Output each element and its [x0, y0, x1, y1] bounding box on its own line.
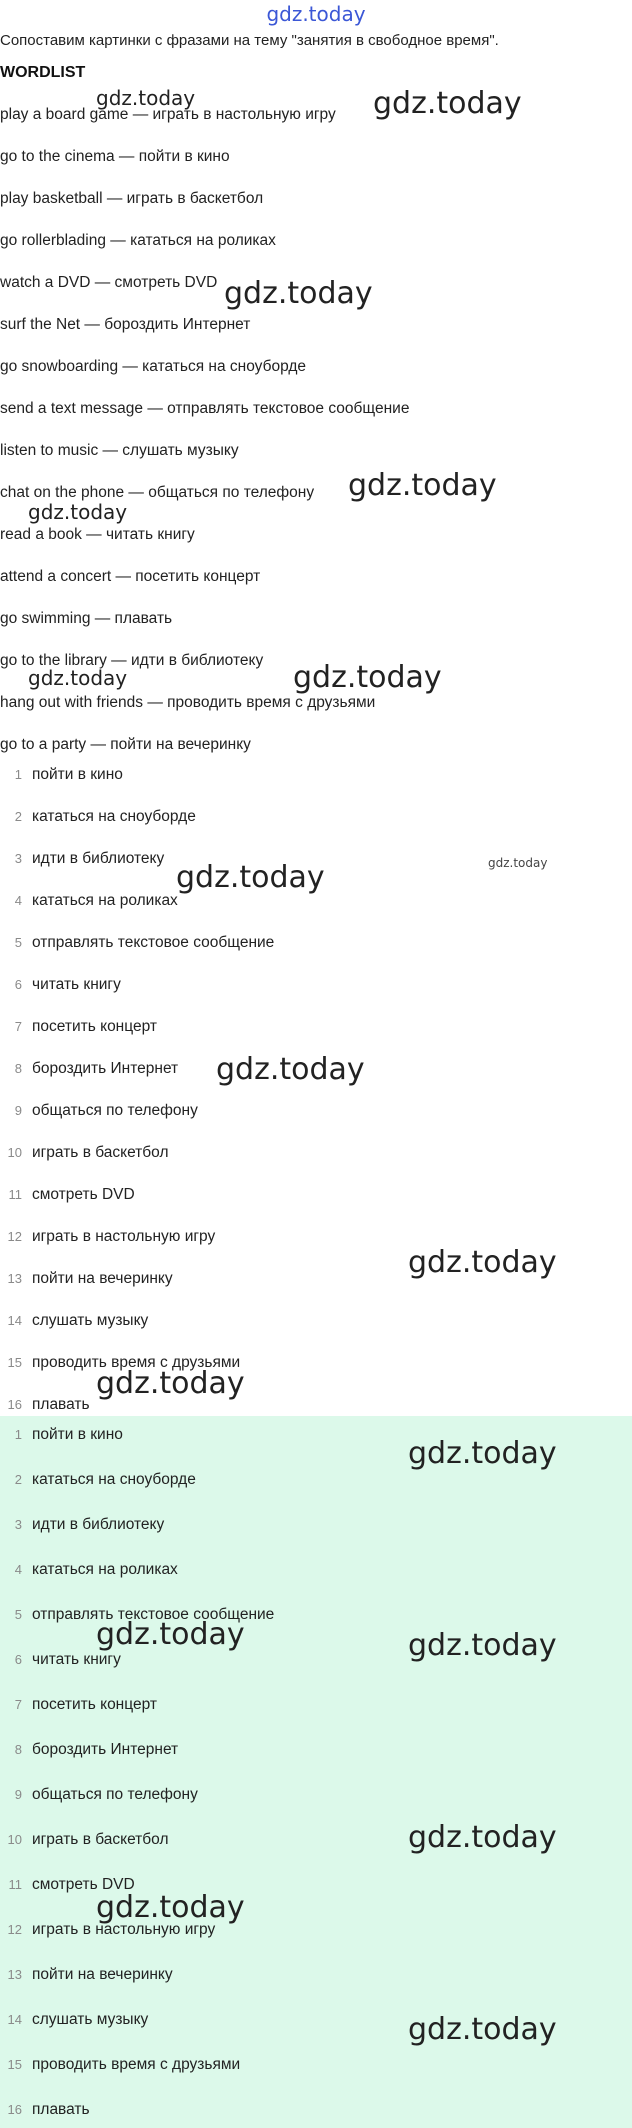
answer-text: играть в баскетбол	[32, 1831, 169, 1848]
answer-number: 10	[7, 1145, 22, 1160]
answer-text: играть в баскетбол	[32, 1144, 169, 1161]
answer-number: 16	[7, 2102, 22, 2117]
answer-item	[0, 850, 632, 868]
answer-number: 1	[14, 767, 22, 782]
wordlist-item: play a board game — играть в настольную игру	[0, 106, 336, 123]
answer-text: бороздить Интернет	[32, 1060, 179, 1077]
watermark: gdz.today	[408, 1820, 557, 1855]
answer-number: 1	[14, 1427, 22, 1442]
answer-item	[0, 1354, 632, 1372]
answer-number: 11	[8, 1877, 22, 1892]
answer-number: 4	[14, 1562, 22, 1577]
answer-number: 13	[7, 1271, 22, 1286]
wordlist-item: listen to music — слушать музыку	[0, 442, 239, 459]
answer-item	[0, 1396, 632, 1414]
answer-text: играть в настольную игру	[32, 1921, 216, 1938]
answer-item-highlighted	[0, 1786, 632, 1804]
answer-number: 6	[14, 977, 22, 992]
answer-item	[0, 1144, 632, 1162]
site-logo[interactable]: gdz.today	[266, 2, 366, 26]
answer-text: общаться по телефону	[32, 1102, 198, 1119]
answer-item-highlighted	[0, 2056, 632, 2074]
answer-text: пойти в кино	[32, 1426, 123, 1443]
answer-number: 12	[7, 1229, 22, 1244]
watermark: gdz.today	[348, 468, 497, 503]
answer-text: играть в настольную игру	[32, 1228, 216, 1245]
answer-number: 11	[8, 1187, 22, 1202]
task-instruction: Сопоставим картинки с фразами на тему "занятия в свободное время".	[0, 32, 499, 49]
answer-item-highlighted	[0, 1426, 632, 1444]
watermark: gdz.today	[408, 1436, 557, 1471]
answer-number: 3	[14, 851, 22, 866]
watermark: gdz.today	[408, 1628, 557, 1663]
answer-item	[0, 1270, 632, 1288]
answer-item-highlighted	[0, 1561, 632, 1579]
answer-text: идти в библиотеку	[32, 850, 165, 867]
watermark: gdz.today	[96, 1617, 245, 1652]
wordlist-item: go rollerblading — кататься на роликах	[0, 232, 276, 249]
answer-item	[0, 766, 632, 784]
watermark: gdz.today	[488, 856, 548, 870]
wordlist-item: go to a party — пойти на вечеринку	[0, 736, 251, 753]
answer-number: 3	[14, 1517, 22, 1532]
answer-item-highlighted	[0, 2101, 632, 2119]
answer-number: 5	[14, 1607, 22, 1622]
answer-number: 7	[14, 1697, 22, 1712]
wordlist-item: read a book — читать книгу	[0, 526, 195, 543]
watermark: gdz.today	[216, 1052, 365, 1087]
wordlist-item: go swimming — плавать	[0, 610, 173, 627]
wordlist-item: attend a concert — посетить концерт	[0, 568, 261, 585]
answer-number: 15	[7, 1355, 22, 1370]
answer-item	[0, 1060, 632, 1078]
answer-number: 6	[14, 1652, 22, 1667]
wordlist-heading: WORDLIST	[0, 64, 86, 81]
wordlist-item: play basketball — играть в баскетбол	[0, 190, 264, 207]
answer-item	[0, 934, 632, 952]
wordlist-item: watch a DVD — смотреть DVD	[0, 274, 218, 291]
answer-number: 16	[7, 1397, 22, 1412]
answer-list-highlighted	[0, 1416, 632, 2128]
answer-text: общаться по телефону	[32, 1786, 198, 1803]
answer-text: кататься на роликах	[32, 892, 178, 909]
answer-number: 5	[14, 935, 22, 950]
answer-text: смотреть DVD	[32, 1186, 135, 1203]
wordlist-item: surf the Net — бороздить Интернет	[0, 316, 251, 333]
answer-text: идти в библиотеку	[32, 1516, 165, 1533]
wordlist-item: go to the library — идти в библиотеку	[0, 652, 264, 669]
answer-number: 15	[7, 2057, 22, 2072]
wordlist-item: go to the cinema — пойти в кино	[0, 148, 230, 165]
answer-item	[0, 1018, 632, 1036]
watermark: gdz.today	[408, 2012, 557, 2047]
wordlist-item: chat on the phone — общаться по телефону	[0, 484, 315, 501]
watermark: gdz.today	[96, 86, 196, 110]
answer-item-highlighted	[0, 2011, 632, 2029]
wordlist-item: send a text message — отправлять текстовое сообщение	[0, 400, 410, 417]
answer-text: кататься на сноуборде	[32, 1471, 196, 1488]
watermark: gdz.today	[293, 660, 442, 695]
answer-item-highlighted	[0, 1921, 632, 1939]
watermark: gdz.today	[28, 666, 128, 690]
watermark: gdz.today	[28, 500, 128, 524]
answer-text: слушать музыку	[32, 1312, 149, 1329]
answer-text: проводить время с друзьями	[32, 2056, 241, 2073]
answer-text: пойти на вечеринку	[32, 1270, 173, 1287]
watermark: gdz.today	[224, 276, 373, 311]
answer-item	[0, 976, 632, 994]
answer-text: посетить концерт	[32, 1696, 157, 1713]
answer-text: пойти в кино	[32, 766, 123, 783]
answer-number: 4	[14, 893, 22, 908]
answer-number: 8	[14, 1742, 22, 1757]
answer-text: плавать	[32, 1396, 90, 1413]
answer-item	[0, 1102, 632, 1120]
answer-number: 10	[7, 1832, 22, 1847]
watermark: gdz.today	[176, 860, 325, 895]
answer-item-highlighted	[0, 1606, 632, 1624]
answer-number: 2	[14, 809, 22, 824]
answer-item-highlighted	[0, 1741, 632, 1759]
watermark: gdz.today	[96, 1890, 245, 1925]
answer-item	[0, 1186, 632, 1204]
answer-item	[0, 1312, 632, 1330]
answer-number: 12	[7, 1922, 22, 1937]
answer-item	[0, 1228, 632, 1246]
answer-text: посетить концерт	[32, 1018, 157, 1035]
answer-text: бороздить Интернет	[32, 1741, 179, 1758]
wordlist-item: go snowboarding — кататься на сноуборде	[0, 358, 306, 375]
answer-item-highlighted	[0, 1516, 632, 1534]
answer-item	[0, 808, 632, 826]
answer-text: кататься на сноуборде	[32, 808, 196, 825]
answer-item	[0, 892, 632, 910]
watermark: gdz.today	[96, 1366, 245, 1401]
watermark: gdz.today	[373, 86, 522, 121]
wordlist-item: hang out with friends — проводить время с друзьями	[0, 694, 376, 711]
answer-text: кататься на роликах	[32, 1561, 178, 1578]
answer-number: 13	[7, 1967, 22, 1982]
answer-number: 2	[14, 1472, 22, 1487]
answer-text: слушать музыку	[32, 2011, 149, 2028]
answer-item-highlighted	[0, 1696, 632, 1714]
answer-text: пойти на вечеринку	[32, 1966, 173, 1983]
answer-number: 8	[14, 1061, 22, 1076]
answer-item-highlighted	[0, 1876, 632, 1894]
answer-number: 14	[7, 2012, 22, 2027]
answer-number: 9	[14, 1103, 22, 1118]
watermark: gdz.today	[408, 1245, 557, 1280]
answer-number: 9	[14, 1787, 22, 1802]
answer-text: смотреть DVD	[32, 1876, 135, 1893]
answer-text: читать книгу	[32, 976, 121, 993]
answer-item-highlighted	[0, 1471, 632, 1489]
answer-item-highlighted	[0, 1651, 632, 1669]
answer-number: 7	[14, 1019, 22, 1034]
answer-text: отправлять текстовое сообщение	[32, 1606, 275, 1623]
answer-text: отправлять текстовое сообщение	[32, 934, 275, 951]
answer-item-highlighted	[0, 1831, 632, 1849]
answer-text: читать книгу	[32, 1651, 121, 1668]
answer-item-highlighted	[0, 1966, 632, 1984]
answer-number: 14	[7, 1313, 22, 1328]
answer-text: плавать	[32, 2101, 90, 2118]
answer-text: проводить время с друзьями	[32, 1354, 241, 1371]
